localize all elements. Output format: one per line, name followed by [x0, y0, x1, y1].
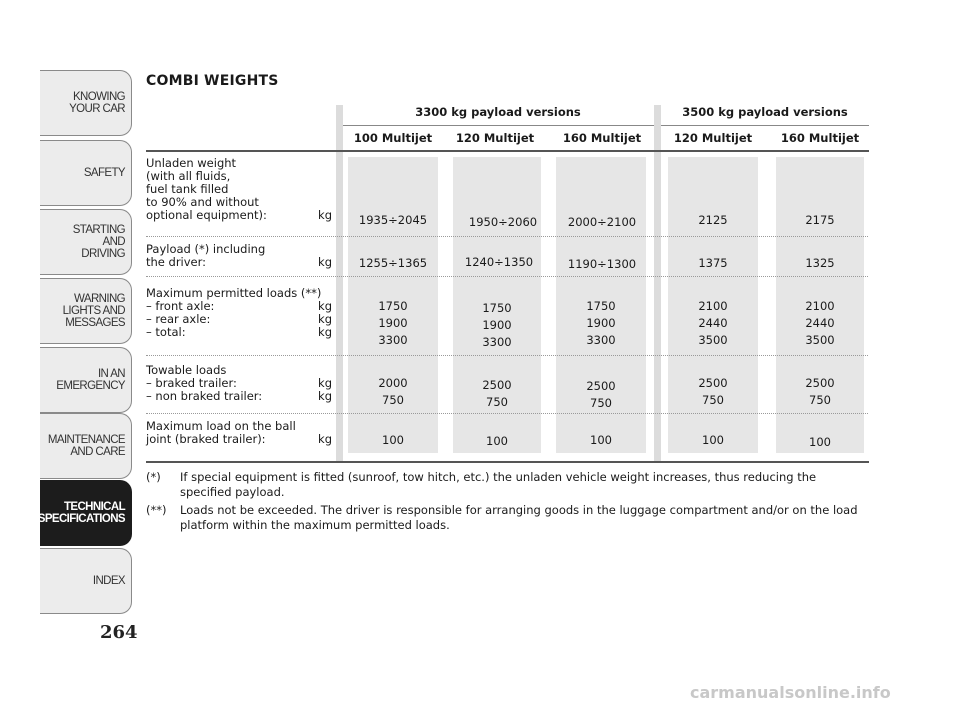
- table-top-rule: [146, 150, 869, 152]
- tab-knowing-your-car[interactable]: [40, 70, 132, 136]
- unit-label: kg: [318, 208, 332, 222]
- table-cell: 1750 1900 3300: [586, 299, 616, 347]
- watermark: carmanualsonline.info: [690, 683, 891, 702]
- tab-safety[interactable]: [40, 140, 132, 206]
- table-cell: 2000÷2100: [567, 215, 637, 229]
- table-cell: 1935÷2045: [358, 213, 428, 227]
- unit-label: kg: [318, 255, 332, 269]
- column-header: 160 Multijet: [562, 131, 642, 145]
- table-cell: 100: [809, 435, 831, 449]
- table-cell: 2100 2440 3500: [698, 299, 728, 347]
- unit-label: kg: [318, 432, 332, 446]
- row-separator: [146, 413, 868, 414]
- tab-label: STARTING AND DRIVING: [72, 224, 125, 260]
- table-cell: 1375: [698, 256, 728, 270]
- tab-label: KNOWING YOUR CAR: [69, 91, 125, 115]
- group-heading-3300: 3300 kg payload versions: [415, 105, 581, 119]
- tab-label: TECHNICAL SPECIFICATIONS: [37, 501, 125, 525]
- unit-label: kg: [318, 325, 332, 339]
- table-cell: 100: [486, 434, 508, 448]
- table-cell: 2125: [698, 213, 728, 227]
- header-rule: [343, 125, 654, 126]
- table-bottom-rule: [146, 461, 869, 463]
- table-cell: 1190÷1300: [567, 257, 637, 271]
- row-separator: [146, 276, 868, 277]
- row-separator: [146, 355, 868, 356]
- column-header: 100 Multijet: [353, 131, 433, 145]
- tab-index[interactable]: [40, 548, 132, 614]
- row-label-towable-loads: Towable loads – braked trailer: kg – non braked trailer: kg: [146, 363, 332, 403]
- table-cell: 2175: [805, 213, 835, 227]
- table-cell: 2500 750: [805, 376, 835, 407]
- row-label-unladen-weight: Unladen weight (with all fluids, fuel tank filled to 90% and without optional equipment): kg: [146, 156, 332, 222]
- tab-starting-and-driving[interactable]: [40, 209, 132, 275]
- table-cell: 2500 750: [586, 379, 616, 410]
- row-label-payload: Payload (*) including the driver: kg: [146, 242, 332, 269]
- table-cell: 100: [702, 433, 724, 447]
- group-heading-3500: 3500 kg payload versions: [682, 105, 848, 119]
- footnote-text: Loads not be exceeded. The driver is responsible for arranging goods in the luggage compartment and/or on the load platform within the maximum permitted loads.: [180, 503, 858, 532]
- header-rule: [661, 125, 869, 126]
- footnote-marker: (**): [146, 503, 167, 517]
- tab-label: MAINTENANCE AND CARE: [47, 434, 125, 458]
- table-cell: 1950÷2060: [468, 215, 538, 229]
- footnotes: [146, 470, 866, 536]
- tab-label: WARNING LIGHTS AND MESSAGES: [62, 293, 125, 329]
- tab-in-an-emergency[interactable]: [40, 347, 132, 413]
- table-cell: 100: [590, 433, 612, 447]
- group-divider: [336, 105, 343, 462]
- row-separator: [146, 236, 868, 237]
- column-header: 120 Multijet: [455, 131, 535, 145]
- tab-label: SAFETY: [83, 167, 125, 179]
- footnote-text: If special equipment is fitted (sunroof, tow hitch, etc.) the unladen vehicle weight increases, thus reducing the specified payload.: [180, 470, 817, 499]
- column-header: 160 Multijet: [780, 131, 860, 145]
- tab-maintenance-and-care[interactable]: [40, 413, 132, 479]
- table-cell: 1240÷1350: [464, 255, 534, 269]
- row-label-ball-joint: Maximum load on the ball joint (braked trailer): kg: [146, 419, 332, 446]
- footnote: [146, 470, 866, 500]
- table-cell: 1750 1900 3300: [482, 301, 512, 349]
- table-cell: 100: [382, 433, 404, 447]
- table-cell: 1750 1900 3300: [378, 299, 408, 347]
- table-cell: 2100 2440 3500: [805, 299, 835, 347]
- unit-label: kg: [318, 376, 332, 390]
- table-cell: 2500 750: [698, 376, 728, 407]
- table-cell: 2500 750: [482, 378, 512, 409]
- tab-label: IN AN EMERGENCY: [56, 368, 125, 392]
- table-cell: 1325: [805, 256, 835, 270]
- tab-technical-specifications[interactable]: [37, 480, 132, 546]
- row-label-max-loads: Maximum permitted loads (**) – front axle: kg – rear axle: kg – total: kg: [146, 286, 332, 339]
- tab-warning-lights[interactable]: [40, 278, 132, 344]
- footnote-marker: (*): [146, 470, 161, 484]
- group-divider: [654, 105, 661, 462]
- page-number: 264: [100, 622, 138, 643]
- footnote: [146, 503, 866, 533]
- unit-label: kg: [318, 299, 332, 313]
- unit-label: kg: [318, 312, 332, 326]
- column-header: 120 Multijet: [673, 131, 753, 145]
- page-title: COMBI WEIGHTS: [146, 73, 279, 89]
- unit-label: kg: [318, 389, 332, 403]
- tab-label: INDEX: [92, 575, 125, 587]
- table-cell: 2000 750: [378, 376, 408, 407]
- table-cell: 1255÷1365: [358, 256, 428, 270]
